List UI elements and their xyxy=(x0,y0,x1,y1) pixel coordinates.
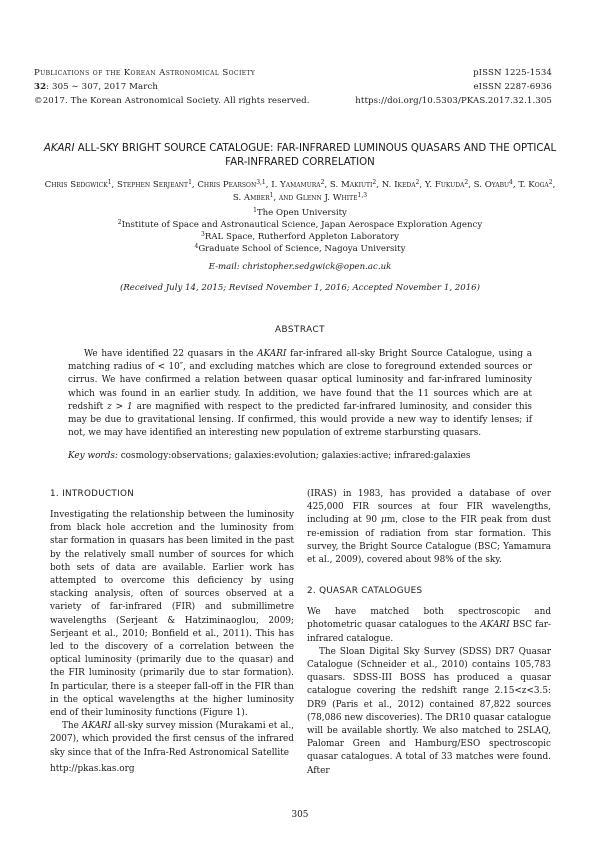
author-name: S. Oyabu xyxy=(473,180,510,190)
author xyxy=(279,193,367,203)
volume-line xyxy=(34,80,364,94)
affiliation-number: 1 xyxy=(253,207,257,214)
author-name: N. Ikeda xyxy=(381,180,416,190)
author xyxy=(271,180,324,190)
intro-paragraph-1: Investigating the relationship between the luminosity from black hole accretion and the luminosity from star formation in quasars has been limited in the past by the relatively small number of sources for which both sets of data are available. Earlier work has attempted to overcome this deficiency by using stacking analysis, often of sources observed at a variety of far-infrared (FIR) and submillimetre wavelengths (Serjeant & Hatziminaoglou, 2009; Serjeant et al., 2010; Bonfield et al., 2011). This has led to the discovery of a correlation between the optical luminosity (primarily due to the quasar) and the FIR luminosity (primarily due to star formation). In particular, there is a steeper fall-off in the FIR than in the optical wavelengths at the higher luminosity end of their luminosity functions (Figure 1). xyxy=(50,510,294,719)
eissn: eISSN 2287-6936 xyxy=(473,82,552,92)
author-name: S. Makiuti xyxy=(329,180,373,190)
affiliation-text: Graduate School of Science, Nagoya University xyxy=(198,244,406,254)
section-heading-introduction: 1. INTRODUCTION xyxy=(50,489,135,499)
intro-p2-akari: AKARI xyxy=(81,721,112,732)
intro-paragraph-2-continued xyxy=(307,488,551,567)
affiliation-number: 4 xyxy=(194,243,199,250)
intro-p2-text: all-sky survey mission (Murakami et al., 2007), which provided the first census of the infrared sky since that of the Infra-Red Astronomical Satellite xyxy=(50,721,294,758)
intro-p2-end: m, close to the FIR peak from dust re-emission of radiation from star formation. This survey, the Bright Source Catalogue (BSC; Yamamura et al., 2009), covered about 98% of the sky. xyxy=(307,515,551,566)
quasar-paragraph-1 xyxy=(307,606,551,646)
author-list: Chris Sedgwick$^1$, Stephen Serjeant$^1$, Chris Pearson$^{3,1}$, I. Yamamura$^2$, S. Makiuti$^2$, N. Ikeda$^2$, Y. Fukuda$^2$, S. Oyabu$^4$, T. Koga$^2$, S. Amber$^1$, and Glenn J. White$^{1,3}$ xyxy=(44,179,556,203)
author-affiliation-mark: 1 xyxy=(188,179,192,186)
author-affiliation-mark: 2 xyxy=(320,179,325,186)
abstract-akari: AKARI xyxy=(257,349,287,359)
author-name: Chris Pearson xyxy=(197,180,257,190)
title-akari: AKARI xyxy=(43,143,75,154)
section-heading-quasar-catalogues: 2. QUASAR CATALOGUES xyxy=(307,586,423,597)
journal-name: Publications of the Korean Astronomical Society xyxy=(34,68,256,78)
header-right xyxy=(322,66,552,108)
author-affiliation-mark: 2 xyxy=(415,179,420,186)
intro-paragraph-2 xyxy=(50,720,294,760)
doi-link[interactable]: https://doi.org/10.5303/PKAS.2017.32.1.305 xyxy=(355,96,552,106)
keywords-label: Key words: xyxy=(68,451,118,461)
pissn: pISSN 1225-1534 xyxy=(473,68,552,78)
abstract-redshift: z > 1 xyxy=(107,401,133,412)
author xyxy=(45,180,112,190)
received-dates: (Received July 14, 2015; Revised November 1, 2016; Accepted November 1, 2016) xyxy=(119,283,481,293)
intro-p2-mu: μ xyxy=(381,515,387,526)
author-name: Chris Sedgwick xyxy=(44,180,108,190)
volume-rest: : 305 ∼ 307, 2017 March xyxy=(46,82,159,92)
page-number: 305 xyxy=(291,810,309,820)
author xyxy=(425,180,468,190)
affiliation-text: RAL Space, Rutherford Appleton Laboratory xyxy=(204,232,399,242)
affiliation-number: 2 xyxy=(117,219,122,226)
author-name: S. Amber xyxy=(232,193,270,203)
affiliation xyxy=(40,243,560,255)
abstract-text-2: far-infrared all-sky Bright Source Catalogue, using a matching radius of < 10″, and excluding matches which are close to foreground extended sources or cirrus. We have confirmed a relation between quasar optical luminosity and far-infrared luminosity which was found in an earlier study. In addition, we have found that the 11 sources which are at redshift xyxy=(68,349,532,412)
author-affiliation-mark: 1 xyxy=(269,192,274,199)
author-affiliation-mark: 2 xyxy=(372,179,377,186)
affiliation xyxy=(40,231,560,243)
quasar-p1-a: We have matched both spectroscopic and photometric quasar catalogues to the xyxy=(307,607,551,631)
abstract-text-1: We have identified 22 quasars in the xyxy=(84,349,258,359)
affiliation-number: 3 xyxy=(201,231,205,238)
affiliation xyxy=(40,219,560,231)
intro-p2-prefix: The xyxy=(62,721,82,732)
affiliation-text: The Open University xyxy=(256,208,347,218)
author xyxy=(330,180,376,190)
quasar-p1-b: BSC far-infrared catalogue. xyxy=(307,620,551,644)
abstract-text-3: are magnified with respect to the predicted far-infrared luminosity, and consider this may be due to gravitational lensing. If confirmed, this would provide a new way to identify lenses; if not, we may have identified an interesting new population of extreme starbursting quasars. xyxy=(68,401,532,439)
quasar-paragraph-2: The Sloan Digital Sky Survey (SDSS) DR7 Quasar Catalogue (Schneider et al., 2010) contains 105,783 quasars. SDSS-III BOSS has produced a quasar catalogue covering the redshift range 2.15<z<3.5: DR9 (Paris et al., 2012) contained 87,822 sources (78,086 new discoveries). The DR10 quasar catalogue will be available shortly. We also matched to 2SLAQ, Palomar Green and Hamburg/ESO spectroscopic quasar catalogues. A total of 33 matches were found. After xyxy=(307,646,551,776)
paper-title xyxy=(40,142,560,170)
keywords xyxy=(68,450,532,463)
contact-email[interactable]: E-mail: christopher.sedgwick@open.ac.uk xyxy=(208,262,392,272)
affiliation-list xyxy=(40,207,560,255)
right-column xyxy=(307,488,551,778)
volume-number: 32 xyxy=(34,82,47,92)
left-column xyxy=(50,488,294,760)
author-name: Stephen Serjeant xyxy=(117,180,189,190)
author-affiliation-mark: 1,3 xyxy=(357,192,368,199)
copyright: ©2017. The Korean Astronomical Society. All rights reserved. xyxy=(34,96,310,106)
author xyxy=(233,193,274,203)
title-line1: ALL-SKY BRIGHT SOURCE CATALOGUE: FAR-INFRARED LUMINOUS QUASARS AND THE OPTICAL xyxy=(74,143,557,154)
author-name: T. Koga xyxy=(518,180,549,190)
abstract-body xyxy=(68,348,532,440)
author xyxy=(197,180,265,190)
author-affiliation-mark: 4 xyxy=(509,179,513,186)
keywords-text: cosmology:observations; galaxies:evolution; galaxies:active; infrared:galaxies xyxy=(117,451,471,461)
quasar-p1-akari: AKARI xyxy=(480,620,510,631)
author xyxy=(382,180,420,190)
author-name: and Glenn J. White xyxy=(278,193,358,203)
author xyxy=(117,180,192,190)
author-name: Y. Fukuda xyxy=(424,180,465,190)
affiliation-text: Institute of Space and Astronautical Science, Japan Aerospace Exploration Agency xyxy=(121,220,483,230)
header-left xyxy=(34,66,364,108)
intro-p2-cont: (IRAS) in 1983, has provided a database of over 425,000 FIR sources at four FIR wavelengths, including at 90 xyxy=(307,489,551,526)
author-affiliation-mark: 2 xyxy=(548,179,553,186)
affiliation xyxy=(40,207,560,219)
title-line2: FAR-INFRARED CORRELATION xyxy=(225,157,375,168)
journal-url[interactable]: http://pkas.kas.org xyxy=(50,764,135,774)
author-affiliation-mark: 2 xyxy=(464,179,469,186)
author-affiliation-mark: 3,1 xyxy=(256,179,266,186)
author xyxy=(518,180,552,190)
abstract-heading: ABSTRACT xyxy=(275,325,325,335)
author xyxy=(474,180,513,190)
author-affiliation-mark: 1 xyxy=(107,179,112,186)
author-name: I. Yamamura xyxy=(271,180,321,190)
